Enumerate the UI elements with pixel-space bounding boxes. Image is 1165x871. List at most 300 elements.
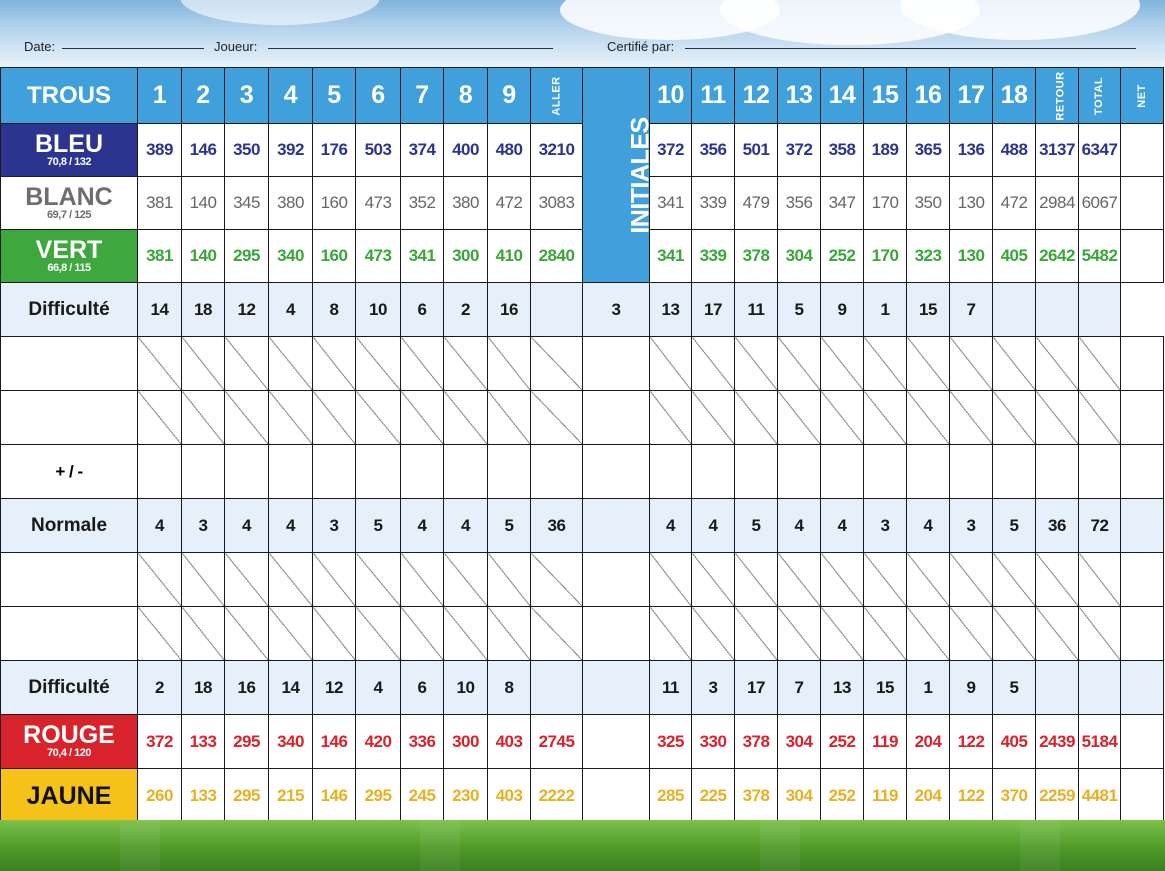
yardage-cell: 473 bbox=[356, 230, 401, 283]
yardage-cell: 146 bbox=[313, 715, 356, 769]
tee-rating: 66,8 / 115 bbox=[47, 261, 91, 274]
score-cell[interactable] bbox=[735, 553, 778, 607]
empty-cell bbox=[531, 661, 583, 715]
score-cell[interactable] bbox=[531, 445, 583, 499]
score-cell[interactable] bbox=[735, 391, 778, 445]
hole-number: 1 bbox=[138, 68, 182, 124]
yardage-cell: 330 bbox=[692, 715, 735, 769]
score-cell[interactable] bbox=[356, 391, 401, 445]
score-row bbox=[1, 553, 1164, 607]
score-cell[interactable] bbox=[225, 445, 269, 499]
score-cell[interactable] bbox=[531, 391, 583, 445]
score-cell[interactable] bbox=[531, 337, 583, 391]
yardage-cell: 122 bbox=[950, 769, 993, 823]
handicap-cell: 11 bbox=[650, 661, 692, 715]
holes-header-row bbox=[1, 68, 1164, 124]
score-cell[interactable] bbox=[401, 391, 444, 445]
score-cell[interactable] bbox=[313, 553, 356, 607]
yardage-cell: 339 bbox=[692, 230, 735, 283]
handicap-cell: 14 bbox=[138, 283, 182, 337]
score-cell[interactable] bbox=[1079, 337, 1121, 391]
hole-number: 8 bbox=[444, 68, 488, 124]
score-cell[interactable] bbox=[1036, 391, 1079, 445]
score-cell[interactable] bbox=[138, 337, 182, 391]
initials-cell[interactable] bbox=[583, 715, 650, 769]
yardage-cell: 133 bbox=[182, 769, 225, 823]
yardage-cell: 122 bbox=[950, 715, 993, 769]
handicap-cell: 18 bbox=[182, 661, 225, 715]
score-cell[interactable] bbox=[993, 553, 1036, 607]
initials-cell[interactable] bbox=[583, 607, 650, 661]
yardage-cell: 252 bbox=[821, 230, 864, 283]
initiales-column bbox=[583, 68, 655, 283]
par-cell: 5 bbox=[488, 499, 531, 553]
handicap-cell: 11 bbox=[735, 283, 778, 337]
empty-cell bbox=[531, 283, 583, 337]
tee-name: BLEU bbox=[34, 129, 104, 158]
score-cell[interactable] bbox=[950, 391, 993, 445]
par-cell: 4 bbox=[401, 499, 444, 553]
score-cell[interactable] bbox=[269, 337, 313, 391]
hole-number: 18 bbox=[993, 68, 1036, 124]
player-name-cell[interactable] bbox=[1, 337, 138, 391]
aller-total: 3210 bbox=[531, 124, 583, 177]
score-cell[interactable] bbox=[864, 337, 907, 391]
score-cell[interactable] bbox=[821, 337, 864, 391]
handicap-cell: 6 bbox=[401, 283, 444, 337]
score-cell[interactable] bbox=[993, 607, 1036, 661]
score-cell[interactable] bbox=[864, 445, 907, 499]
cloud-shape bbox=[180, 0, 380, 25]
score-cell[interactable] bbox=[269, 391, 313, 445]
score-cell[interactable] bbox=[1079, 391, 1121, 445]
yardage-cell: 372 bbox=[138, 715, 182, 769]
handicap-cell: 2 bbox=[138, 661, 182, 715]
score-cell[interactable] bbox=[356, 445, 401, 499]
score-cell[interactable] bbox=[225, 607, 269, 661]
yardage-cell: 304 bbox=[778, 230, 821, 283]
handicap-cell: 16 bbox=[225, 661, 269, 715]
yardage-cell: 378 bbox=[735, 715, 778, 769]
score-cell[interactable] bbox=[401, 607, 444, 661]
yardage-cell: 389 bbox=[138, 124, 182, 177]
yardage-cell: 341 bbox=[401, 230, 444, 283]
yardage-cell: 392 bbox=[269, 124, 313, 177]
score-cell[interactable] bbox=[650, 607, 692, 661]
tee-row-rouge bbox=[1, 715, 1164, 769]
handicap-cell: 16 bbox=[488, 283, 531, 337]
score-cell[interactable] bbox=[401, 553, 444, 607]
yardage-cell: 358 bbox=[821, 124, 864, 177]
yardage-cell: 501 bbox=[735, 124, 778, 177]
score-cell[interactable] bbox=[735, 337, 778, 391]
empty-cell bbox=[583, 499, 650, 553]
hole-number: 9 bbox=[488, 68, 531, 124]
player-field[interactable] bbox=[268, 48, 553, 49]
yardage-cell: 372 bbox=[650, 124, 692, 177]
yardage-cell: 160 bbox=[313, 230, 356, 283]
hole-number: 6 bbox=[356, 68, 401, 124]
score-cell[interactable] bbox=[531, 607, 583, 661]
score-cell[interactable] bbox=[356, 337, 401, 391]
retour-total: 2642 bbox=[1036, 230, 1079, 283]
net-cell[interactable] bbox=[1121, 177, 1164, 230]
total-label: TOTAL bbox=[1093, 76, 1106, 115]
par-label: Normale bbox=[1, 499, 138, 553]
par-cell: 4 bbox=[225, 499, 269, 553]
score-cell[interactable] bbox=[138, 607, 182, 661]
par-cell: 4 bbox=[907, 499, 950, 553]
yardage-cell: 170 bbox=[864, 177, 907, 230]
score-cell[interactable] bbox=[950, 607, 993, 661]
sky-background bbox=[0, 0, 1165, 68]
yardage-cell: 503 bbox=[356, 124, 401, 177]
score-cell[interactable] bbox=[692, 553, 735, 607]
score-cell[interactable] bbox=[182, 553, 225, 607]
score-cell[interactable] bbox=[225, 337, 269, 391]
score-row bbox=[1, 391, 1164, 445]
initials-cell[interactable] bbox=[583, 337, 650, 391]
initiales-label: INITIALES bbox=[626, 116, 655, 234]
yardage-cell: 374 bbox=[401, 124, 444, 177]
score-cell[interactable] bbox=[907, 553, 950, 607]
net-cell[interactable] bbox=[1121, 607, 1164, 661]
score-cell[interactable] bbox=[778, 607, 821, 661]
certified-label: Certifié par: bbox=[607, 39, 675, 54]
par-cell: 3 bbox=[313, 499, 356, 553]
score-cell[interactable] bbox=[138, 445, 182, 499]
yardage-cell: 340 bbox=[269, 230, 313, 283]
grand-total: 5482 bbox=[1079, 230, 1121, 283]
handicap-cell: 5 bbox=[993, 661, 1036, 715]
score-cell[interactable] bbox=[225, 553, 269, 607]
score-cell[interactable] bbox=[692, 391, 735, 445]
net-label: NET bbox=[1136, 83, 1148, 108]
yardage-cell: 380 bbox=[269, 177, 313, 230]
empty-cell bbox=[1121, 499, 1164, 553]
date-field[interactable] bbox=[62, 48, 204, 49]
score-cell[interactable] bbox=[1036, 445, 1079, 499]
yardage-cell: 176 bbox=[313, 124, 356, 177]
yardage-cell: 341 bbox=[650, 230, 692, 283]
yardage-cell: 119 bbox=[864, 769, 907, 823]
score-cell[interactable] bbox=[650, 553, 692, 607]
handicap-cell: 17 bbox=[692, 283, 735, 337]
yardage-cell: 488 bbox=[993, 124, 1036, 177]
score-cell[interactable] bbox=[138, 391, 182, 445]
net-cell[interactable] bbox=[1121, 230, 1164, 283]
yardage-cell: 215 bbox=[269, 769, 313, 823]
score-cell[interactable] bbox=[488, 337, 531, 391]
score-cell[interactable] bbox=[864, 391, 907, 445]
score-cell[interactable] bbox=[650, 391, 692, 445]
player-name-cell[interactable] bbox=[1, 391, 138, 445]
score-cell[interactable] bbox=[778, 391, 821, 445]
retour-total: 2259 bbox=[1036, 769, 1079, 823]
tee-label-vert bbox=[1, 230, 138, 283]
empty-cell bbox=[1079, 283, 1121, 337]
initials-cell[interactable] bbox=[583, 769, 650, 823]
score-cell[interactable] bbox=[225, 391, 269, 445]
aller-header bbox=[531, 68, 583, 124]
yardage-cell: 304 bbox=[778, 769, 821, 823]
retour-header bbox=[1036, 68, 1079, 124]
par-aller: 36 bbox=[531, 499, 583, 553]
tee-rating: 70,8 / 132 bbox=[47, 155, 91, 168]
initials-cell[interactable] bbox=[583, 553, 650, 607]
score-cell[interactable] bbox=[531, 553, 583, 607]
score-cell[interactable] bbox=[488, 391, 531, 445]
score-cell[interactable] bbox=[993, 445, 1036, 499]
yardage-cell: 480 bbox=[488, 124, 531, 177]
hole-number: 16 bbox=[907, 68, 950, 124]
scorecard-table bbox=[0, 67, 1164, 823]
hole-number: 3 bbox=[225, 68, 269, 124]
par-cell: 5 bbox=[735, 499, 778, 553]
net-cell[interactable] bbox=[1121, 715, 1164, 769]
score-cell[interactable] bbox=[269, 607, 313, 661]
score-cell[interactable] bbox=[313, 607, 356, 661]
initials-cell[interactable] bbox=[583, 391, 650, 445]
score-cell[interactable] bbox=[1079, 607, 1121, 661]
handicap-cell: 9 bbox=[950, 661, 993, 715]
score-cell[interactable] bbox=[950, 337, 993, 391]
hole-number: 15 bbox=[864, 68, 907, 124]
tee-label-rouge bbox=[1, 715, 138, 769]
score-cell[interactable] bbox=[356, 607, 401, 661]
score-cell[interactable] bbox=[444, 607, 488, 661]
score-cell[interactable] bbox=[356, 553, 401, 607]
score-cell[interactable] bbox=[182, 607, 225, 661]
score-cell[interactable] bbox=[138, 553, 182, 607]
initials-cell[interactable] bbox=[583, 445, 650, 499]
player-name-cell[interactable] bbox=[1, 553, 138, 607]
score-cell[interactable] bbox=[1036, 337, 1079, 391]
handicap-cell: 5 bbox=[778, 283, 821, 337]
yardage-cell: 365 bbox=[907, 124, 950, 177]
score-cell[interactable] bbox=[1079, 553, 1121, 607]
score-cell[interactable] bbox=[864, 553, 907, 607]
yardage-cell: 479 bbox=[735, 177, 778, 230]
yardage-cell: 370 bbox=[993, 769, 1036, 823]
score-cell[interactable] bbox=[1036, 553, 1079, 607]
yardage-cell: 225 bbox=[692, 769, 735, 823]
hole-number: 4 bbox=[269, 68, 313, 124]
score-row bbox=[1, 337, 1164, 391]
score-cell[interactable] bbox=[313, 337, 356, 391]
yardage-cell: 350 bbox=[225, 124, 269, 177]
grass-background bbox=[0, 820, 1165, 871]
score-cell[interactable] bbox=[488, 553, 531, 607]
yardage-cell: 230 bbox=[444, 769, 488, 823]
handicap-cell: 10 bbox=[356, 283, 401, 337]
score-cell[interactable] bbox=[778, 553, 821, 607]
yardage-cell: 140 bbox=[182, 230, 225, 283]
handicap-cell: 4 bbox=[269, 283, 313, 337]
yardage-cell: 341 bbox=[650, 177, 692, 230]
yardage-cell: 295 bbox=[356, 769, 401, 823]
yardage-cell: 400 bbox=[444, 124, 488, 177]
score-cell[interactable] bbox=[993, 337, 1036, 391]
retour-total: 3137 bbox=[1036, 124, 1079, 177]
tee-name: BLANC bbox=[25, 182, 113, 211]
par-total: 72 bbox=[1079, 499, 1121, 553]
score-cell[interactable] bbox=[444, 553, 488, 607]
score-cell[interactable] bbox=[993, 391, 1036, 445]
score-cell[interactable] bbox=[907, 445, 950, 499]
net-cell[interactable] bbox=[1121, 445, 1164, 499]
aller-total: 2745 bbox=[531, 715, 583, 769]
score-cell[interactable] bbox=[821, 391, 864, 445]
yardage-cell: 119 bbox=[864, 715, 907, 769]
grand-total: 6067 bbox=[1079, 177, 1121, 230]
handicap-cell: 1 bbox=[907, 661, 950, 715]
par-cell: 4 bbox=[692, 499, 735, 553]
handicap-cell: 9 bbox=[821, 283, 864, 337]
score-cell[interactable] bbox=[488, 445, 531, 499]
difficulty-label: Difficulté bbox=[1, 283, 138, 337]
score-cell[interactable] bbox=[864, 607, 907, 661]
score-cell[interactable] bbox=[692, 445, 735, 499]
hole-number: 13 bbox=[778, 68, 821, 124]
handicap-cell: 4 bbox=[356, 661, 401, 715]
yardage-cell: 380 bbox=[444, 177, 488, 230]
score-cell[interactable] bbox=[650, 445, 692, 499]
score-cell[interactable] bbox=[950, 553, 993, 607]
handicap-cell: 15 bbox=[864, 661, 907, 715]
yardage-cell: 378 bbox=[735, 230, 778, 283]
empty-cell bbox=[583, 661, 650, 715]
yardage-cell: 347 bbox=[821, 177, 864, 230]
score-cell[interactable] bbox=[269, 553, 313, 607]
hole-number: 11 bbox=[692, 68, 735, 124]
handicap-cell: 3 bbox=[583, 283, 650, 337]
score-cell[interactable] bbox=[1036, 607, 1079, 661]
yardage-cell: 146 bbox=[182, 124, 225, 177]
handicap-cell: 18 bbox=[182, 283, 225, 337]
score-cell[interactable] bbox=[821, 607, 864, 661]
yardage-cell: 372 bbox=[778, 124, 821, 177]
yardage-cell: 140 bbox=[182, 177, 225, 230]
hole-number: 14 bbox=[821, 68, 864, 124]
retour-total: 2984 bbox=[1036, 177, 1079, 230]
yardage-cell: 300 bbox=[444, 230, 488, 283]
net-cell[interactable] bbox=[1121, 769, 1164, 823]
handicap-cell: 2 bbox=[444, 283, 488, 337]
empty-cell bbox=[1121, 661, 1164, 715]
yardage-cell: 325 bbox=[650, 715, 692, 769]
total-header bbox=[1079, 68, 1121, 124]
empty-cell bbox=[1036, 283, 1079, 337]
grass-stripe bbox=[420, 820, 460, 871]
yardage-cell: 130 bbox=[950, 177, 993, 230]
yardage-cell: 473 bbox=[356, 177, 401, 230]
difficulty-label: Difficulté bbox=[1, 661, 138, 715]
net-cell[interactable] bbox=[1121, 124, 1164, 177]
empty-cell bbox=[1036, 661, 1079, 715]
net-cell[interactable] bbox=[1121, 337, 1164, 391]
score-cell[interactable] bbox=[692, 607, 735, 661]
yardage-cell: 381 bbox=[138, 177, 182, 230]
score-cell[interactable] bbox=[313, 391, 356, 445]
score-cell[interactable] bbox=[444, 337, 488, 391]
score-cell[interactable] bbox=[1079, 445, 1121, 499]
yardage-cell: 378 bbox=[735, 769, 778, 823]
hole-number: 10 bbox=[650, 68, 692, 124]
net-cell[interactable] bbox=[1121, 391, 1164, 445]
tee-label-blanc bbox=[1, 177, 138, 230]
handicap-cell: 3 bbox=[692, 661, 735, 715]
score-cell[interactable] bbox=[444, 391, 488, 445]
score-cell[interactable] bbox=[821, 445, 864, 499]
handicap-cell: 12 bbox=[313, 661, 356, 715]
score-cell[interactable] bbox=[401, 337, 444, 391]
hole-number: 17 bbox=[950, 68, 993, 124]
tee-row-blanc bbox=[1, 177, 1164, 230]
grand-total: 6347 bbox=[1079, 124, 1121, 177]
aller-total: 2840 bbox=[531, 230, 583, 283]
score-cell[interactable] bbox=[907, 337, 950, 391]
grand-total: 4481 bbox=[1079, 769, 1121, 823]
certified-field[interactable] bbox=[685, 48, 1136, 49]
aller-total: 3083 bbox=[531, 177, 583, 230]
score-cell[interactable] bbox=[735, 607, 778, 661]
tee-name: ROUGE bbox=[23, 721, 115, 749]
yardage-cell: 189 bbox=[864, 124, 907, 177]
score-cell[interactable] bbox=[269, 445, 313, 499]
handicap-cell: 10 bbox=[444, 661, 488, 715]
score-cell[interactable] bbox=[778, 445, 821, 499]
handicap-cell: 1 bbox=[864, 283, 907, 337]
handicap-cell: 15 bbox=[907, 283, 950, 337]
score-cell[interactable] bbox=[907, 391, 950, 445]
score-cell[interactable] bbox=[488, 607, 531, 661]
score-cell[interactable] bbox=[182, 445, 225, 499]
score-cell[interactable] bbox=[444, 445, 488, 499]
hole-number: 12 bbox=[735, 68, 778, 124]
yardage-cell: 252 bbox=[821, 715, 864, 769]
yardage-cell: 295 bbox=[225, 715, 269, 769]
yardage-cell: 336 bbox=[401, 715, 444, 769]
net-cell[interactable] bbox=[1121, 553, 1164, 607]
score-cell[interactable] bbox=[778, 337, 821, 391]
score-cell[interactable] bbox=[821, 553, 864, 607]
tee-rating: 69,7 / 125 bbox=[47, 208, 91, 221]
yardage-cell: 160 bbox=[313, 177, 356, 230]
score-cell[interactable] bbox=[650, 337, 692, 391]
yardage-cell: 472 bbox=[488, 177, 531, 230]
yardage-cell: 403 bbox=[488, 769, 531, 823]
net-header bbox=[1121, 68, 1164, 124]
trous-label: TROUS bbox=[1, 68, 138, 124]
score-cell[interactable] bbox=[692, 337, 735, 391]
score-cell[interactable] bbox=[735, 445, 778, 499]
score-cell[interactable] bbox=[313, 445, 356, 499]
score-cell[interactable] bbox=[182, 391, 225, 445]
yardage-cell: 340 bbox=[269, 715, 313, 769]
retour-total: 2439 bbox=[1036, 715, 1079, 769]
score-cell[interactable] bbox=[401, 445, 444, 499]
yardage-cell: 252 bbox=[821, 769, 864, 823]
yardage-cell: 170 bbox=[864, 230, 907, 283]
score-cell[interactable] bbox=[907, 607, 950, 661]
score-cell[interactable] bbox=[950, 445, 993, 499]
handicap-cell: 14 bbox=[269, 661, 313, 715]
score-cell[interactable] bbox=[182, 337, 225, 391]
handicap-cell: 6 bbox=[401, 661, 444, 715]
par-row bbox=[1, 499, 1164, 553]
player-name-cell[interactable] bbox=[1, 607, 138, 661]
